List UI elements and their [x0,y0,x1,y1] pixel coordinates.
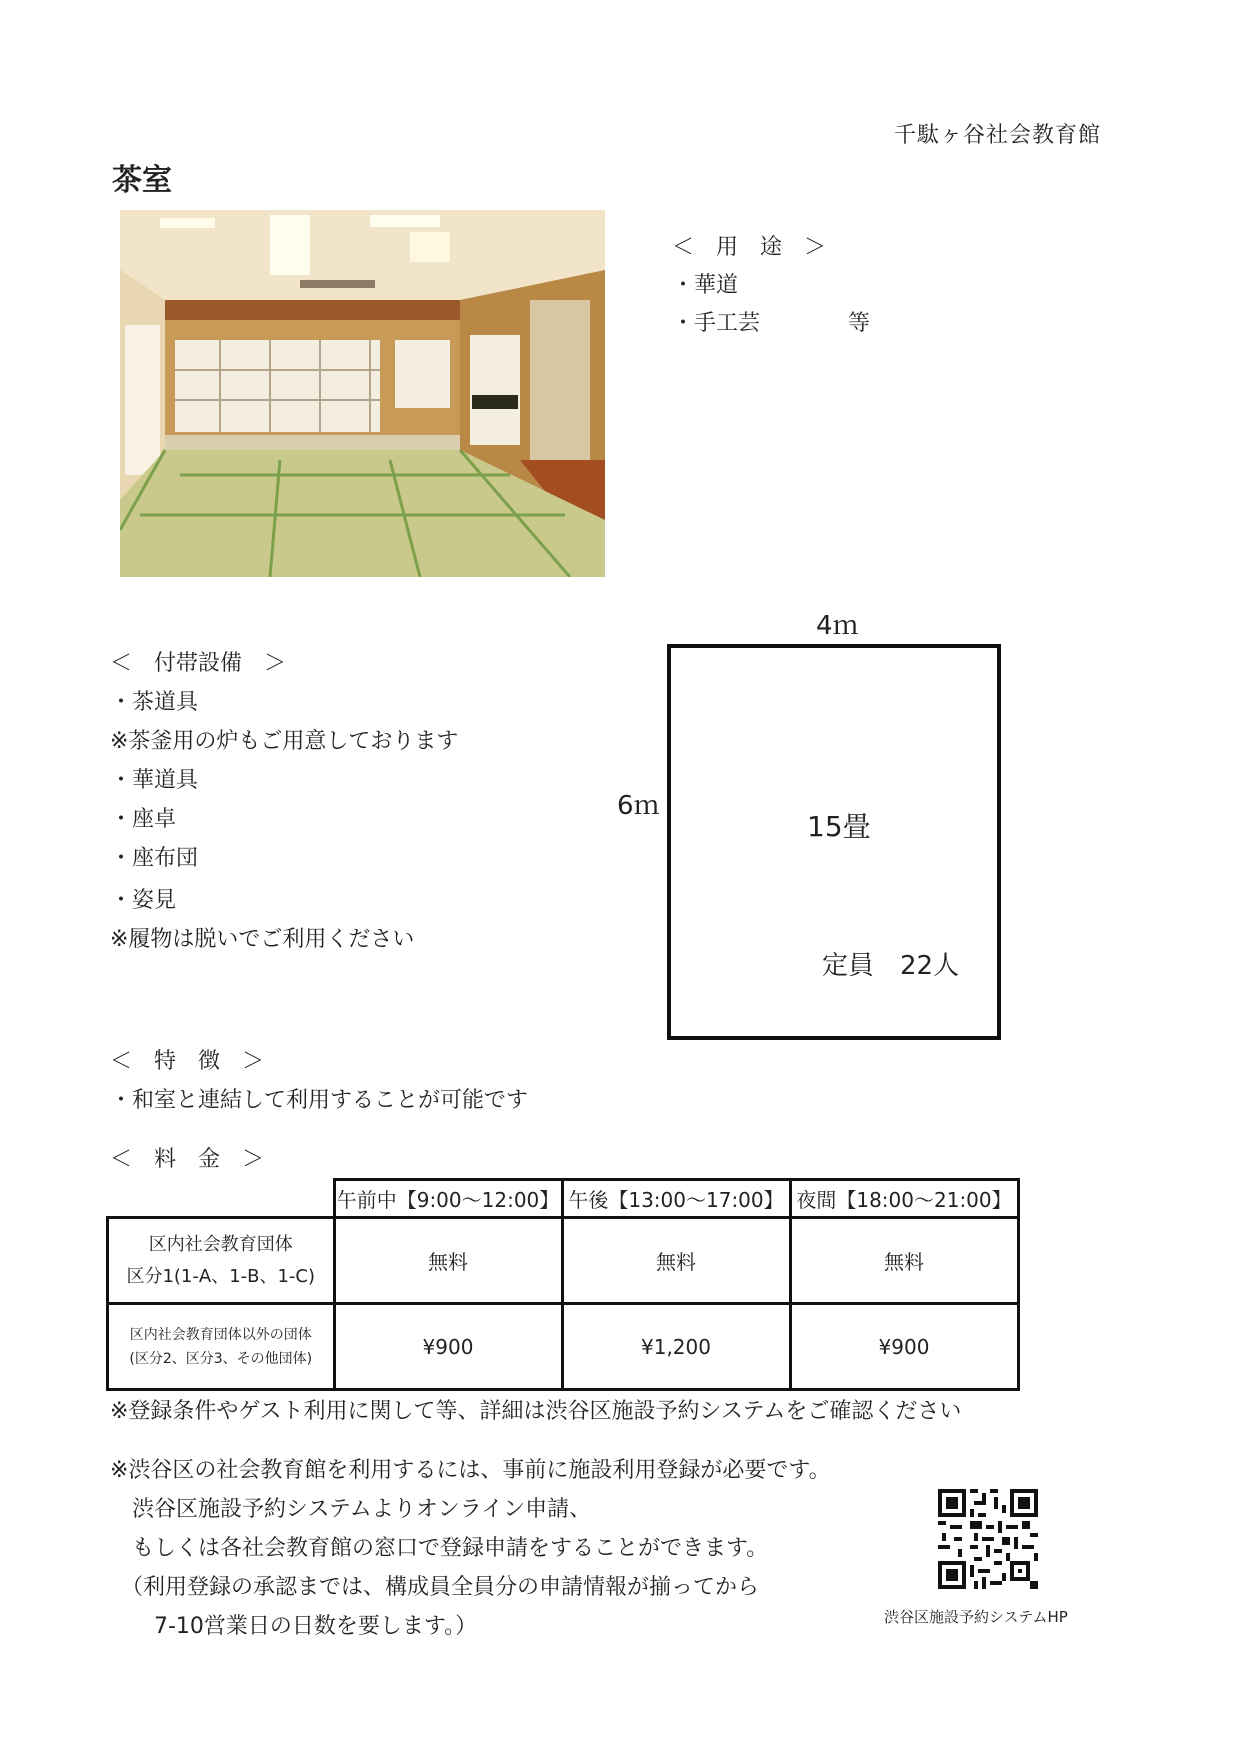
feature-item: ・和室と連結して利用することが可能です [110,1088,529,1113]
row-label-line: (区分2、区分3、その他団体) [129,1350,313,1367]
room-size: 15畳 [807,810,871,843]
height-label: 6ｍ [617,791,660,821]
equipment-item: ※履物は脱いでご利用ください [110,927,415,952]
equipment-item: ・座卓 [110,807,177,832]
fee-cell: ¥900 [790,1304,1018,1390]
row-label [108,1218,335,1304]
use-item: ・手工芸 等 [672,311,871,336]
table-note: ※登録条件やゲスト利用に関して等、詳細は渋谷区施設予約システムをご確認ください [110,1399,962,1424]
row-label-line: 区内社会教育団体以外の団体 [129,1326,312,1343]
equipment-item: ・姿見 [110,888,177,913]
japanese-tea-room-photo [120,210,605,577]
registration-notes [110,1453,831,1648]
table-corner [108,1180,335,1218]
room-capacity: 定員 22人 [822,951,960,981]
features-heading: ＜ 特 徴 ＞ [110,1049,265,1074]
uses-section [672,237,870,351]
qr-code[interactable] [938,1489,1038,1589]
fee-cell: 無料 [562,1218,790,1304]
note-line: （利用登録の承認までは、構成員全員分の申請情報が揃ってから [110,1575,760,1600]
equipment-section [110,653,458,968]
table-row [108,1304,1019,1390]
qr-code-icon [938,1489,1038,1589]
fee-cell: 無料 [334,1218,562,1304]
fees-heading: ＜ 料 金 ＞ [110,1147,265,1172]
equipment-heading: ＜ 付帯設備 ＞ [110,651,287,676]
fee-cell: ¥900 [334,1304,562,1390]
fee-cell: ¥1,200 [562,1304,790,1390]
note-line: ※渋谷区の社会教育館を利用するには、事前に施設利用登録が必要です。 [110,1458,831,1483]
table-row [108,1218,1019,1304]
width-label: 4ｍ [816,611,859,641]
facility-name: 千駄ヶ谷社会教育館 [893,123,1101,148]
equipment-item: ・茶道具 [110,690,199,715]
column-header: 午前中【9:00～12:00】 [334,1180,562,1218]
note-line: もしくは各社会教育館の窓口で登録申請をすることができます。 [110,1536,769,1561]
equipment-item: ※茶釜用の炉もご用意しております [110,729,459,754]
equipment-item: ・座布団 [110,846,199,871]
fee-cell: 無料 [790,1218,1018,1304]
column-header: 夜間【18:00～21:00】 [790,1180,1018,1218]
features-section [110,1051,528,1129]
fee-table [106,1178,1020,1391]
uses-heading: ＜ 用 途 ＞ [672,235,827,260]
tea-room-photo [120,210,605,577]
row-label-line: 区内社会教育団体 [148,1233,293,1255]
note-line: 7-10営業日の日数を要します。） [110,1614,478,1639]
row-label [108,1304,335,1390]
row-label-line: 区分1(1-A、1-B、1-C) [126,1265,316,1287]
use-item: ・華道 [672,273,739,298]
equipment-item: ・華道具 [110,768,199,793]
note-line: 渋谷区施設予約システムよりオンライン申請、 [110,1497,592,1522]
page-title: 茶室 [112,163,172,198]
column-header: 午後【13:00～17:00】 [562,1180,790,1218]
qr-caption: 渋谷区施設予約システムHP [884,1608,1068,1626]
